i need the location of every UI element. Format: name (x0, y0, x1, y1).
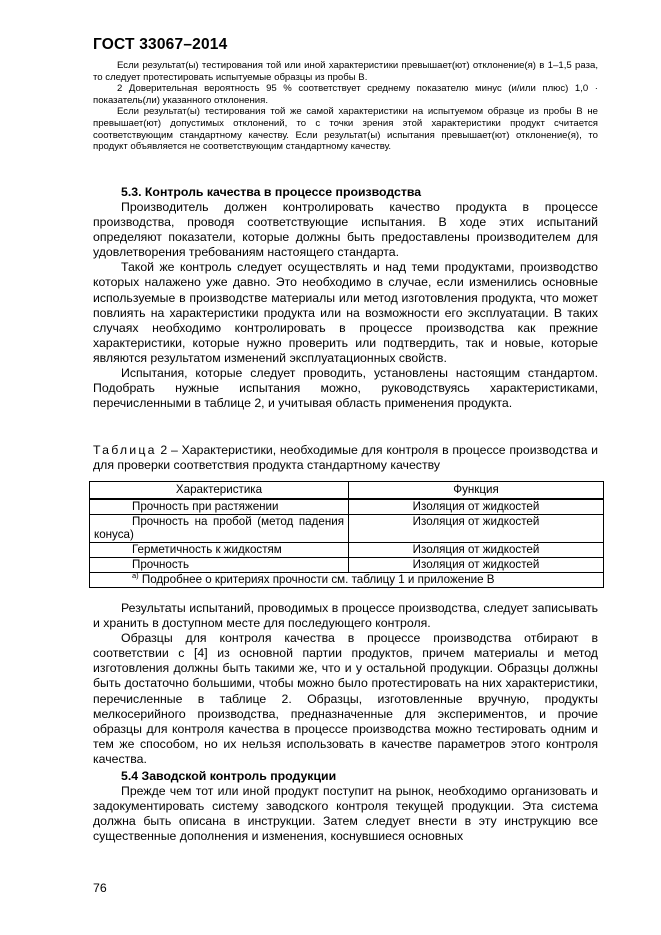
cell-characteristic: Прочность при растяжении (90, 499, 349, 514)
body-paragraph: Прежде чем тот или иной продукт поступит на рынок, необходимо организовать и задокументировать систему заводского контроля текущей продукции. Эта система должна быть описана в инструкции. Затем следует внести в эту инструкцию все существенные дополнения и изменения, коснувшиеся основных (93, 784, 598, 844)
table-row (90, 543, 604, 558)
body-paragraph: Образцы для контроля качества в процессе производства отбирают в соответствии с [4] из основной партии продуктов, причем материалы и метод изготовления должны быть такими же, что и у остальной продукции. Образцы должны быть достаточно большими, чтобы можно было протестировать на них характеристики, перечисленные в таблице 2. Образцы, изготовленные вручную, продукты мелкосерийного производства, предназначенные для экспериментов, и прочие образцы для контроля качества в процессе производства можно тестировать одним и тем же способом, но их нельзя использовать в качестве параметров этого контроля качества. (93, 631, 598, 766)
section-heading-5-4: 5.4 Заводской контроль продукции (121, 769, 337, 783)
section-5-4-text (93, 784, 598, 844)
table-caption-text: 2 – Характеристики, необходимые для контроля в процессе производства и для проверки соответствия продукта стандартному качеству (93, 443, 598, 473)
body-paragraph: Такой же контроль следует осуществлять и над теми продуктами, производство которых налажено уже давно. Это необходимо в случае, если изменились основные используемые в производстве материалы или метод изготовления продукта, что может повлиять на характеристики продукта или на возможности его эксплуатации. В таких случаях необходимо контролировать в процессе производства как прежние характеристики, которые нужно проверить или подтвердить, так и новые, которые являются результатом изменений эксплуатационных свойств. (93, 260, 598, 365)
cell-characteristic: Герметичность к жидкостям (90, 543, 349, 558)
note-paragraph: Если результат(ы) тестирования той же самой характеристики на испытуемом образце из пробы В не превышает(ют) допустимых отклонений, то с точки зрения этой характеристики продукт считается соответствующим стандартному качеству. Если результат(ы) испытания превышает(ют) отклонение(я), то продукт объявляется не соответствующим стандартному качеству. (93, 106, 598, 153)
note-paragraph: Если результат(ы) тестирования той или иной характеристики превышает(ют) отклонение(я) в 1–1,5 раза, то следует протестировать испытуемые образцы из пробы В. (93, 60, 598, 83)
post-table-text (93, 601, 598, 767)
section-heading-5-3: 5.3. Контроль качества в процессе производства (121, 185, 422, 199)
table-row (90, 557, 604, 572)
page-number: 76 (93, 881, 107, 895)
note-paragraph: 2 Доверительная вероятность 95 % соответствует среднему показателю минус (и/или плюс) 1,0 · показатель(ли) указанного отклонения. (93, 83, 598, 106)
column-header-characteristic: Характеристика (90, 482, 349, 499)
column-header-function: Функция (349, 482, 604, 499)
cell-characteristic: Прочность на пробой (метод падения конуса) (90, 514, 349, 543)
page-header-title: ГОСТ 33067–2014 (93, 36, 228, 53)
table-footnote (90, 572, 604, 587)
body-paragraph: Испытания, которые следует проводить, установлены настоящим стандартом. Подобрать нужные испытания можно, руководствуясь характеристиками, перечисленными в таблице 2, и учитывая область применения продукта. (93, 366, 598, 411)
cell-function: Изоляция от жидкостей (349, 499, 604, 514)
table-footnote-row (90, 572, 604, 587)
footnote-mark: а) (132, 570, 139, 580)
table-row (90, 499, 604, 514)
cell-characteristic: Прочность (90, 557, 349, 572)
cell-function: Изоляция от жидкостей (349, 514, 604, 543)
table-row (90, 514, 604, 543)
footnote-text: Подробнее о критериях прочности см. таблицу 1 и приложение В (138, 572, 495, 586)
cell-function: Изоляция от жидкостей (349, 557, 604, 572)
table-caption (93, 443, 598, 473)
section-5-3-text (93, 200, 598, 411)
body-paragraph: Производитель должен контролировать качество продукта в процессе производства, проводя соответствующие испытания. В ходе этих испытаний определяют показатели, которые должны быть предоставлены производителем для удовлетворения требованиям настоящего стандарта. (93, 200, 598, 260)
notes-block (93, 60, 598, 153)
cell-function: Изоляция от жидкостей (349, 543, 604, 558)
body-paragraph: Результаты испытаний, проводимых в процессе производства, следует записывать и хранить в доступном месте для последующего контроля. (93, 601, 598, 631)
table-label: Таблица (93, 443, 157, 457)
characteristics-table (89, 481, 604, 588)
table-header-row (90, 482, 604, 499)
